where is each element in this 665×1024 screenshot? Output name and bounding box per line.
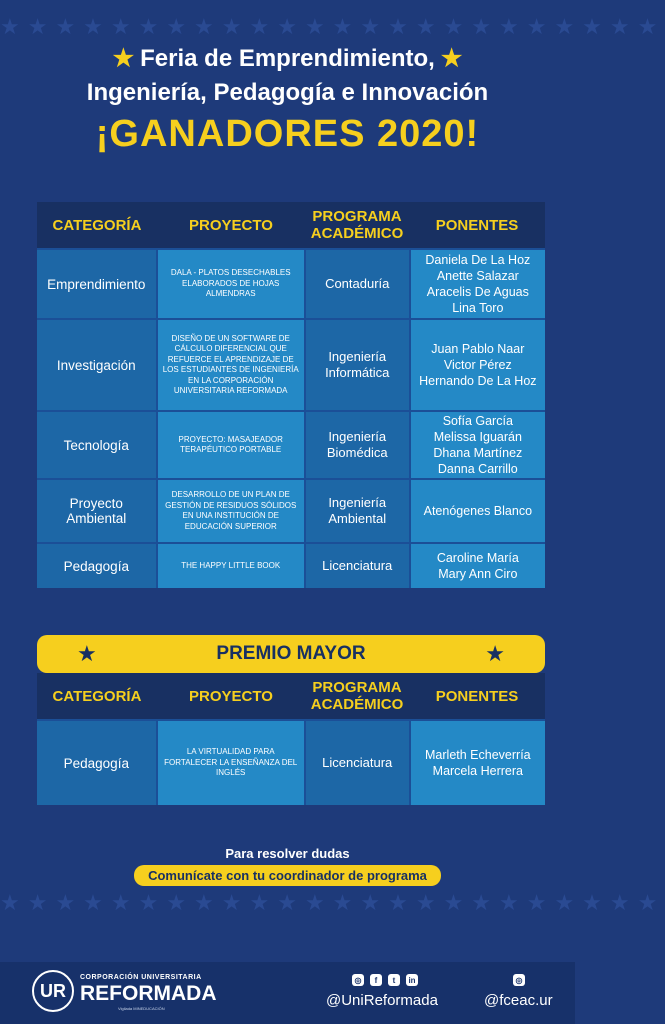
table-row — [37, 719, 545, 805]
facebook-icon[interactable]: f — [370, 974, 382, 986]
cell-programa: Licenciatura — [306, 721, 409, 805]
cell-proyecto: DISEÑO DE UN SOFTWARE DE CÁLCULO DIFERENCIAL QUE REFUERCE EL APRENDIZAJE DE LOS ESTUDIANTES DE INGENIERÍA EN LA CORPORACIÓN UNIVERSITARIA REFORMADA — [158, 320, 304, 410]
cell-categoria: Pedagogía — [37, 544, 156, 588]
contact-question: Para resolver dudas — [225, 846, 350, 861]
cell-ponentes: Daniela De La Hoz Anette Salazar Aracelis De Aguas Lina Toro — [411, 250, 545, 318]
cell-proyecto: LA VIRTUALIDAD PARA FORTALECER LA ENSEÑANZA DEL INGLÉS — [158, 721, 304, 805]
cell-ponentes: Caroline María Mary Ann Ciro — [411, 544, 545, 588]
cell-proyecto: DALA - PLATOS DESECHABLES ELABORADOS DE HOJAS ALMENDRAS — [158, 250, 304, 318]
cell-programa: Licenciatura — [306, 544, 409, 588]
col-proyecto: PROYECTO — [189, 687, 273, 705]
cell-ponentes: Sofía García Melissa Iguarán Dhana Martínez Danna Carrillo — [411, 412, 545, 478]
col-categoria: CATEGORÍA — [52, 687, 142, 705]
linkedin-icon[interactable]: in — [406, 974, 418, 986]
col-programa: PROGRAMA ACADÉMICO — [310, 679, 404, 713]
premio-table — [37, 673, 545, 805]
premio-mayor-banner — [37, 635, 545, 673]
col-ponentes: PONENTES — [435, 687, 519, 705]
instagram-icon[interactable]: ◎ — [352, 974, 364, 986]
table-header — [37, 673, 545, 719]
table-row — [37, 318, 545, 410]
cell-proyecto: DESARROLLO DE UN PLAN DE GESTIÓN DE RESIDUOS SÓLIDOS EN UNA INSTITUCIÓN DE EDUCACIÓN SUPERIOR — [158, 480, 304, 542]
university-logo-icon: UR — [32, 970, 74, 1012]
table-row — [37, 542, 545, 588]
cell-programa: Ingeniería Biomédica — [306, 412, 409, 478]
col-programa: PROGRAMA ACADÉMICO — [310, 208, 404, 242]
footer — [0, 962, 575, 1024]
cell-categoria: Pedagogía — [37, 721, 156, 805]
cell-ponentes: Atenógenes Blanco — [411, 480, 545, 542]
cell-categoria: Proyecto Ambiental — [37, 480, 156, 542]
cell-programa: Ingeniería Informática — [306, 320, 409, 410]
table-row — [37, 248, 545, 318]
social-icons — [352, 974, 418, 986]
cell-proyecto: PROYECTO: MASAJEADOR TERAPÉUTICO PORTABLE — [158, 412, 304, 478]
winners-title: ¡GANADORES 2020! — [95, 113, 480, 155]
background-stars-bottom: ★★★★★★★★★★★★★★★★★★★★★★★★ — [0, 890, 665, 915]
cell-proyecto: THE HAPPY LITTLE BOOK — [158, 544, 304, 588]
logo-vigilada: Vigilada MINEDUCACIÓN — [118, 1006, 165, 1011]
col-ponentes: PONENTES — [435, 216, 519, 234]
table-header — [37, 202, 545, 248]
logo-subtitle: CORPORACIÓN UNIVERSITARIA — [80, 974, 202, 981]
table-row — [37, 478, 545, 542]
winners-table — [37, 202, 545, 588]
premio-mayor-title: PREMIO MAYOR — [216, 643, 366, 664]
logo-name: REFORMADA — [80, 982, 217, 1005]
page-header — [0, 42, 575, 158]
star-icon: ★ — [440, 45, 463, 72]
cell-programa: Ingeniería Ambiental — [306, 480, 409, 542]
col-categoria: CATEGORÍA — [52, 216, 142, 234]
table-row — [37, 410, 545, 478]
title-line-2: Ingeniería, Pedagogía e Innovación — [86, 79, 489, 106]
twitter-icon[interactable]: t — [388, 974, 400, 986]
cell-ponentes: Marleth Echeverría Marcela Herrera — [411, 721, 545, 805]
cell-categoria: Tecnología — [37, 412, 156, 478]
instagram-icon[interactable]: ◎ — [513, 974, 525, 986]
col-proyecto: PROYECTO — [189, 216, 273, 234]
background-stars-top: ★★★★★★★★★★★★★★★★★★★★★★★★ — [0, 14, 665, 39]
contact-coordinator-pill: Comunícate con tu coordinador de programa — [134, 865, 441, 886]
cell-ponentes: Juan Pablo Naar Victor Pérez Hernando De La Hoz — [411, 320, 545, 410]
cell-categoria: Emprendimiento — [37, 250, 156, 318]
cell-categoria: Investigación — [37, 320, 156, 410]
contact-section — [0, 846, 575, 886]
star-icon: ★ — [112, 45, 135, 72]
star-icon: ★ — [77, 641, 97, 666]
star-icon: ★ — [485, 641, 505, 666]
social-handle-unireformada[interactable]: @UniReformada — [326, 992, 438, 1009]
title-line-1: ★ Feria de Emprendimiento, ★ — [112, 45, 463, 72]
social-handle-fceac[interactable]: @fceac.ur — [484, 992, 553, 1009]
cell-programa: Contaduría — [306, 250, 409, 318]
